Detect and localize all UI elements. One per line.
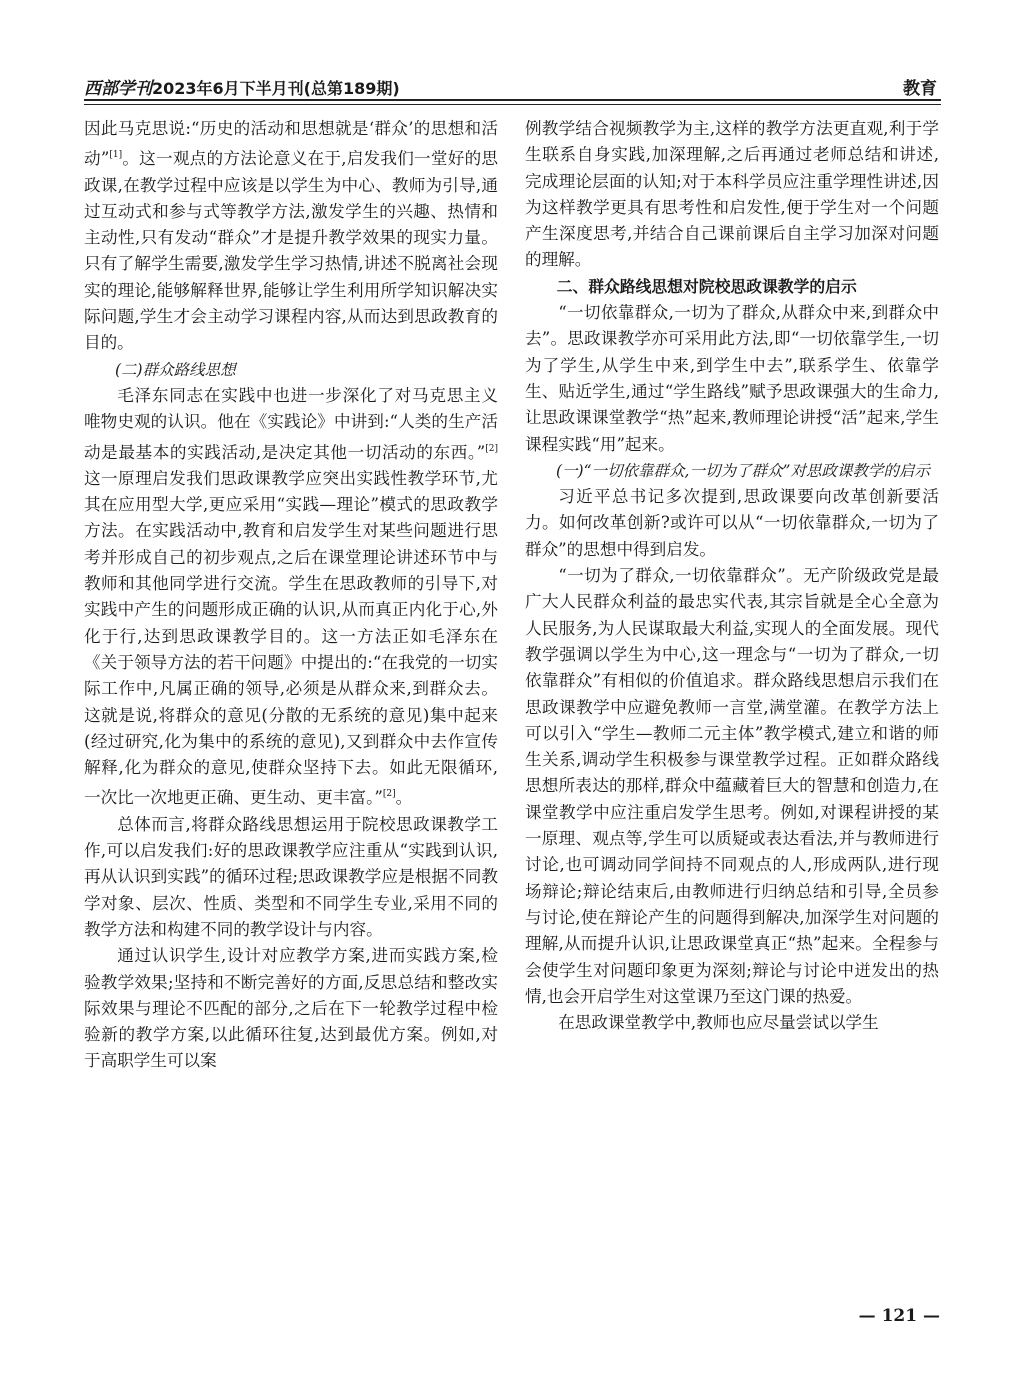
- citation: [2]: [485, 443, 498, 454]
- subsection-heading: (一)“一切依靠群众,一切为了群众”对思政课教学的启示: [556, 461, 930, 480]
- section-title: 教育: [903, 79, 937, 99]
- paragraph: 例教学结合视频教学为主,这样的教学方法更直观,利于学生联系自身实践,加深理解,之后再通过老师总结和讲述,完成理论层面的认知;对于本科学员应注重学理性讲述,因为这样教学更具有思考性和启发性,便于学生对一个问题产生深度思考,并结合自己课前课后自主学习加深对问题的理解。: [525, 119, 939, 270]
- subsection-heading: (二)群众路线思想: [115, 360, 236, 379]
- left-column: [84, 116, 498, 1296]
- paragraph: 在思政课堂教学中,教师也应尽量尝试以学生: [558, 1013, 879, 1033]
- journal-logo: 西部学刊: [84, 79, 152, 99]
- citation: [2]: [382, 789, 396, 800]
- journal-masthead: [84, 74, 400, 99]
- paragraph: 毛泽东同志在实践中也进一步深化了对马克思主义唯物史观的认识。他在《实践论》中讲到:“人类的生产活动是最基本的实践活动,是决定其他一切活动的东西。”[2]这一原理启发我们思政课教学应突出实践性教学环节,尤其在应用型大学,更应采用“实践—理论”模式的思政教学方法。在实践活动中,教育和启发学生对某些问题进行思考并形成自己的初步观点,之后在课堂理论讲述环节中与教师和其他同学进行交流。学生在思政教师的引导下,对实践中产生的问题形成正确的认识,从而真正内化于心,外化于行,达到思政课教学目的。这一方法正如毛泽东在《关于领导方法的若干问题》中提出的:“在我党的一切实际工作中,凡属正确的领导,必须是从群众来,到群众去。这就是说,将群众的意见(分散的无系统的意见)集中起来(经过研究,化为集中的系统的意见),又到群众中去作宣传解释,化为群众的意见,使群众坚持下去。如此无限循环,一次比一次地更正确、更生动、更丰富。”[2]。: [84, 385, 498, 808]
- citation: [1]: [109, 150, 123, 161]
- right-column: [525, 116, 939, 1296]
- section-heading: 二、群众路线思想对院校思政课教学的启示: [556, 276, 857, 296]
- header-rule-thin: [84, 104, 941, 105]
- paragraph: 习近平总书记多次提到,思政课要向改革创新要活力。如何改革创新?或许可以从“一切依靠群众,一切为了群众”的思想中得到启发。: [525, 487, 939, 559]
- paragraph: 因此马克思说:“历史的活动和思想就是‘群众’的思想和活动”[1]。这一观点的方法论意义在于,启发我们一堂好的思政课,在教学过程中应该是以学生为中心、教师为引导,通过互动式和参与式等教学方法,激发学生的兴趣、热情和主动性,只有发动“群众”才是提升教学效果的现实力量。只有了解学生需要,激发学生学习热情,讲述不脱离社会现实的理论,能够解释世界,能够让学生利用所学知识解决实际问题,学生才会主动学习课程内容,从而达到思政教育的目的。: [84, 119, 498, 353]
- paragraph: “一切依靠群众,一切为了群众,从群众中来,到群众中去”。思政课教学亦可采用此方法,即“一切依靠学生,一切为了学生,从学生中来,到学生中去”,联系学生、依靠学生、贴近学生,通过“学生路线”赋予思政课强大的生命力,让思政课课堂教学“热”起来,教师理论讲授“活”起来,学生课程实践“用”起来。: [525, 303, 939, 454]
- paragraph: 总体而言,将群众路线思想运用于院校思政课教学工作,可以启发我们:好的思政课教学应注重从“实践到认识,再从认识到实践”的循环过程;思政课教学应是根据不同教学对象、层次、性质、类型和不同学生专业,采用不同的教学方法和构建不同的教学设计与内容。: [84, 814, 498, 939]
- paragraph: “一切为了群众,一切依靠群众”。无产阶级政党是最广大人民群众利益的最忠实代表,其宗旨就是全心全意为人民服务,为人民谋取最大利益,实现人的全面发展。现代教学强调以学生为中心,这一理念与“一切为了群众,一切依靠群众”有相似的价值追求。群众路线思想启示我们在思政课教学中应避免教师一言堂,满堂灌。在教学方法上可以引入“学生—教师二元主体”教学模式,建立和谐的师生关系,调动学生积极参与课堂教学过程。正如群众路线思想所表达的那样,群众中蕴藏着巨大的智慧和创造力,在课堂教学中应注重启发学生思考。例如,对课程讲授的某一原理、观点等,学生可以质疑或表达看法,并与教师进行讨论,也可调动同学间持不同观点的人,形成两队,进行现场辩论;辩论结束后,由教师进行归纳总结和引导,全员参与讨论,使在辩论产生的问题得到解决,加深学生对问题的理解,从而提升认识,让思政课堂真正“热”起来。全程参与会使学生对问题印象更为深刻;辩论与讨论中迸发出的热情,也会开启学生对这堂课乃至这门课的热爱。: [525, 566, 939, 1006]
- paragraph: 通过认识学生,设计对应教学方案,进而实践方案,检验教学效果;坚持和不断完善好的方面,反思总结和整改实际效果与理论不匹配的部分,之后在下一轮教学过程中检验新的教学方案,以此循环往复,达到最优方案。例如,对于高职学生可以案: [84, 946, 498, 1071]
- issue-info: 2023年6月下半月刊(总第189期): [152, 79, 400, 98]
- header-rule: [84, 99, 941, 101]
- page-number: — 121 —: [858, 1306, 940, 1326]
- page-header: [84, 72, 941, 102]
